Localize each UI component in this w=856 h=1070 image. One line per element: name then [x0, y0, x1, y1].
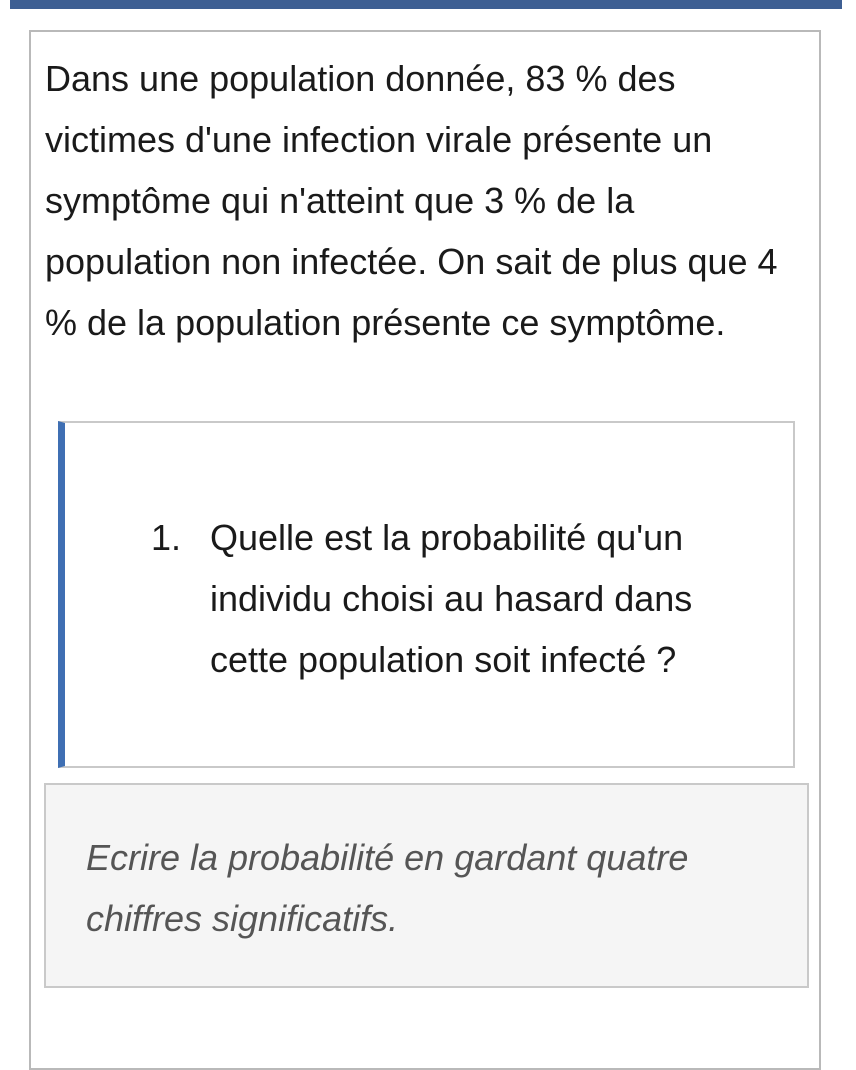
- instruction-box: [44, 783, 809, 988]
- problem-statement: Dans une population donnée, 83 % des victimes d'une infection virale présente un symptôme qui n'atteint que 3 % de la population non infectée. On sait de plus que 4 % de la population présente ce symptôme.: [45, 58, 778, 343]
- header-bar: [10, 0, 842, 9]
- instruction-text: Ecrire la probabilité en gardant quatre chiffres significatifs.: [86, 837, 689, 939]
- question-box: [58, 421, 795, 768]
- exercise-card: [29, 30, 821, 1070]
- question-number: 1.: [151, 517, 182, 558]
- question-text: Quelle est la probabilité qu'un individu choisi au hasard dans cette population soit infecté ?: [210, 517, 693, 680]
